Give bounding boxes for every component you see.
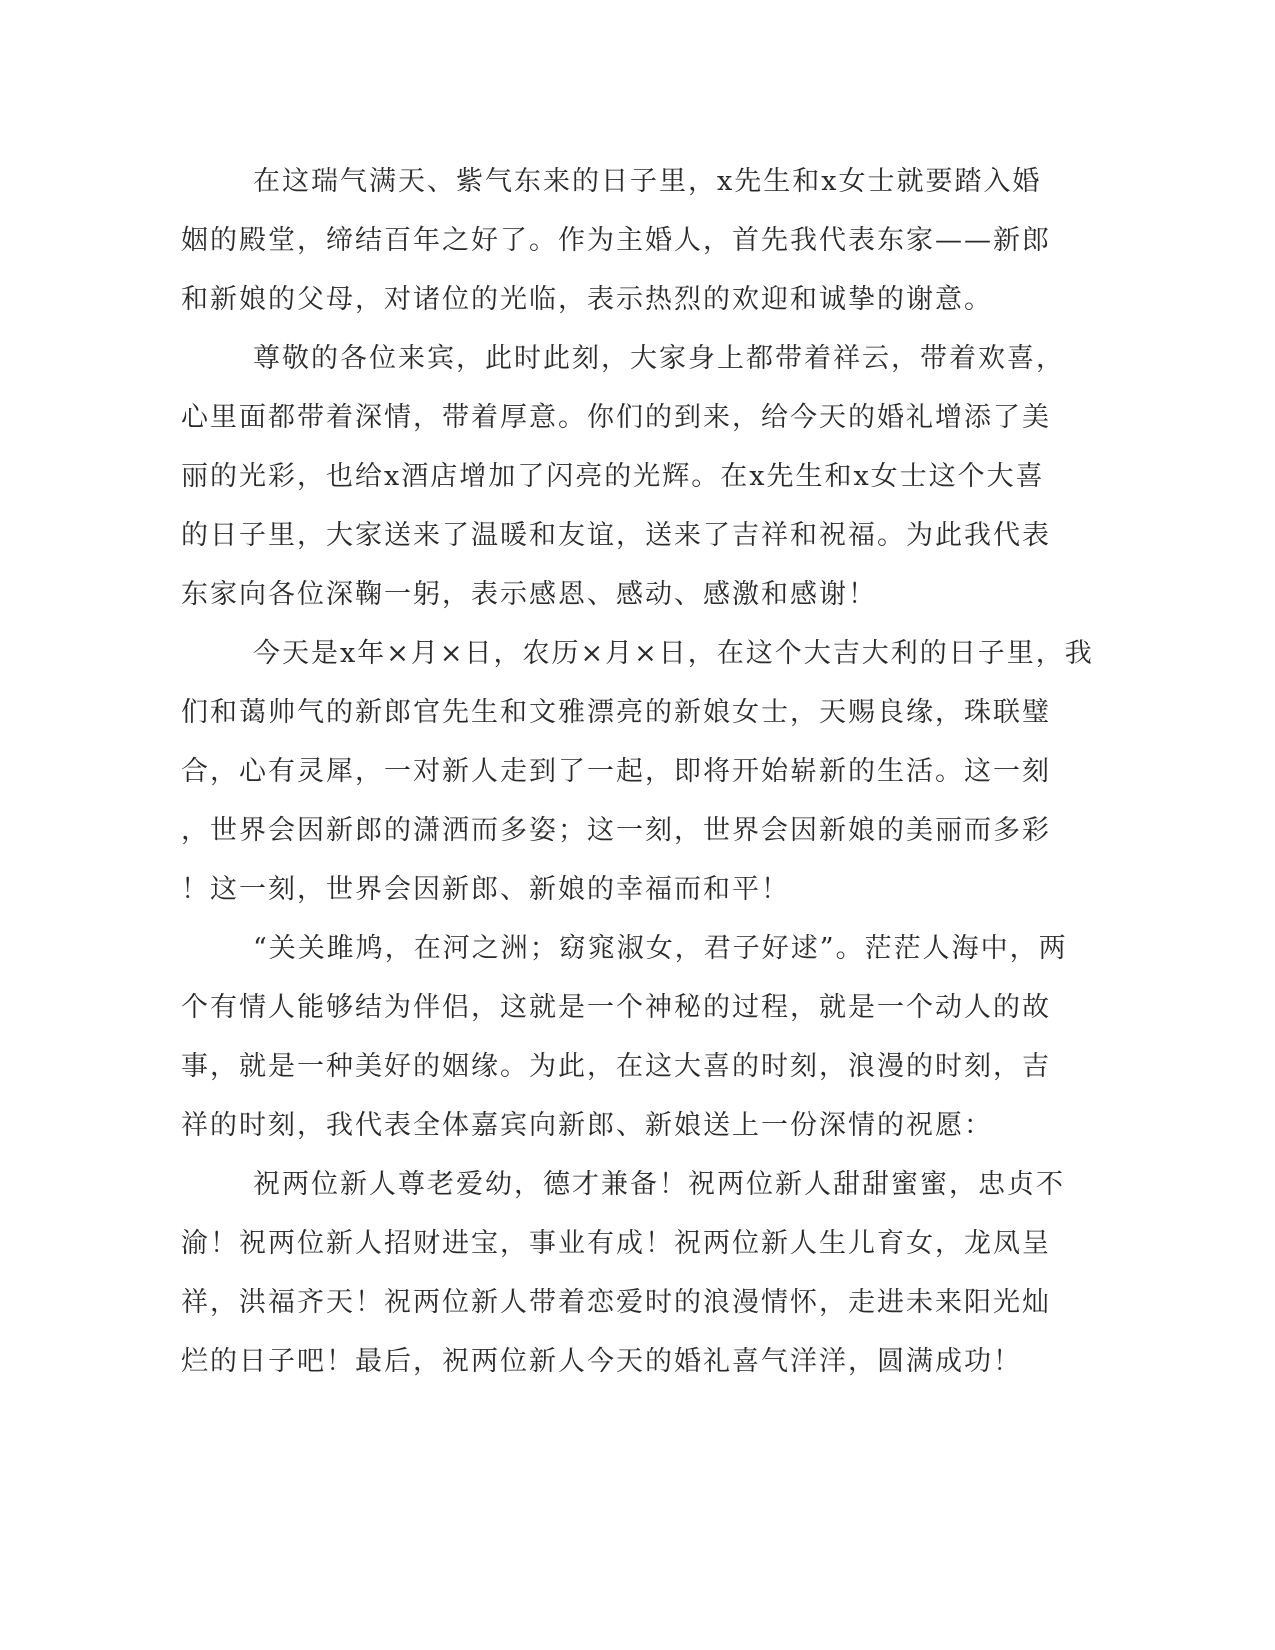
paragraph-guests bbox=[181, 329, 1065, 624]
paragraph-line: 祥，洪福齐天！祝两位新人带着恋爱时的浪漫情怀，走进未来阳光灿 bbox=[181, 1287, 1051, 1318]
paragraph-line: 今天是x年×月×日，农历×月×日，在这个大吉大利的日子里，我 bbox=[253, 638, 1094, 669]
paragraph-line: 尊敬的各位来宾，此时此刻，大家身上都带着祥云，带着欢喜， bbox=[253, 343, 1065, 374]
paragraph-line: 东家向各位深鞠一躬，表示感恩、感动、感激和感谢！ bbox=[181, 579, 877, 610]
paragraph-line: 烂的日子吧！最后，祝两位新人今天的婚礼喜气洋洋，圆满成功！ bbox=[181, 1346, 1022, 1377]
paragraph-line: ！这一刻，世界会因新郎、新娘的幸福而和平！ bbox=[181, 874, 790, 905]
paragraph-line: ，世界会因新郎的潇洒而多姿；这一刻，世界会因新娘的美丽而多彩 bbox=[181, 815, 1051, 846]
paragraph-poem bbox=[181, 919, 1068, 1155]
paragraph-line: 心里面都带着深情，带着厚意。你们的到来，给今天的婚礼增添了美 bbox=[181, 402, 1051, 433]
paragraph-line: 姻的殿堂，缔结百年之好了。作为主婚人，首先我代表东家——新郎 bbox=[181, 225, 1051, 256]
paragraph-line: 合，心有灵犀，一对新人走到了一起，即将开始崭新的生活。这一刻 bbox=[181, 756, 1051, 787]
document-body bbox=[181, 152, 1094, 1391]
paragraph-line: “关关雎鸠，在河之洲；窈窕淑女，君子好逑”。茫茫人海中，两 bbox=[253, 933, 1068, 964]
paragraph-line: 的日子里，大家送来了温暖和友谊，送来了吉祥和祝福。为此我代表 bbox=[181, 520, 1051, 551]
paragraph-line: 丽的光彩，也给x酒店增加了闪亮的光辉。在x先生和x女士这个大喜 bbox=[181, 461, 1045, 492]
paragraph-blessings bbox=[181, 1155, 1065, 1391]
paragraph-opening bbox=[181, 152, 1061, 329]
paragraph-line: 们和蔼帅气的新郎官先生和文雅漂亮的新娘女士，天赐良缘，珠联璧 bbox=[181, 697, 1051, 728]
paragraph-line: 事，就是一种美好的姻缘。为此，在这大喜的时刻，浪漫的时刻，吉 bbox=[181, 1051, 1051, 1082]
paragraph-line: 和新娘的父母，对诸位的光临，表示热烈的欢迎和诚挚的谢意。 bbox=[181, 284, 993, 315]
paragraph-line: 在这瑞气满天、紫气东来的日子里，x先生和x女士就要踏入婚 bbox=[253, 166, 1042, 197]
paragraph-line: 祝两位新人尊老爱幼，德才兼备！祝两位新人甜甜蜜蜜，忠贞不 bbox=[253, 1169, 1065, 1200]
paragraph-line: 祥的时刻，我代表全体嘉宾向新郎、新娘送上一份深情的祝愿： bbox=[181, 1110, 993, 1141]
paragraph-today bbox=[181, 624, 1094, 919]
paragraph-line: 个有情人能够结为伴侣，这就是一个神秘的过程，就是一个动人的故 bbox=[181, 992, 1051, 1023]
paragraph-line: 渝！祝两位新人招财进宝，事业有成！祝两位新人生儿育女，龙凤呈 bbox=[181, 1228, 1051, 1259]
